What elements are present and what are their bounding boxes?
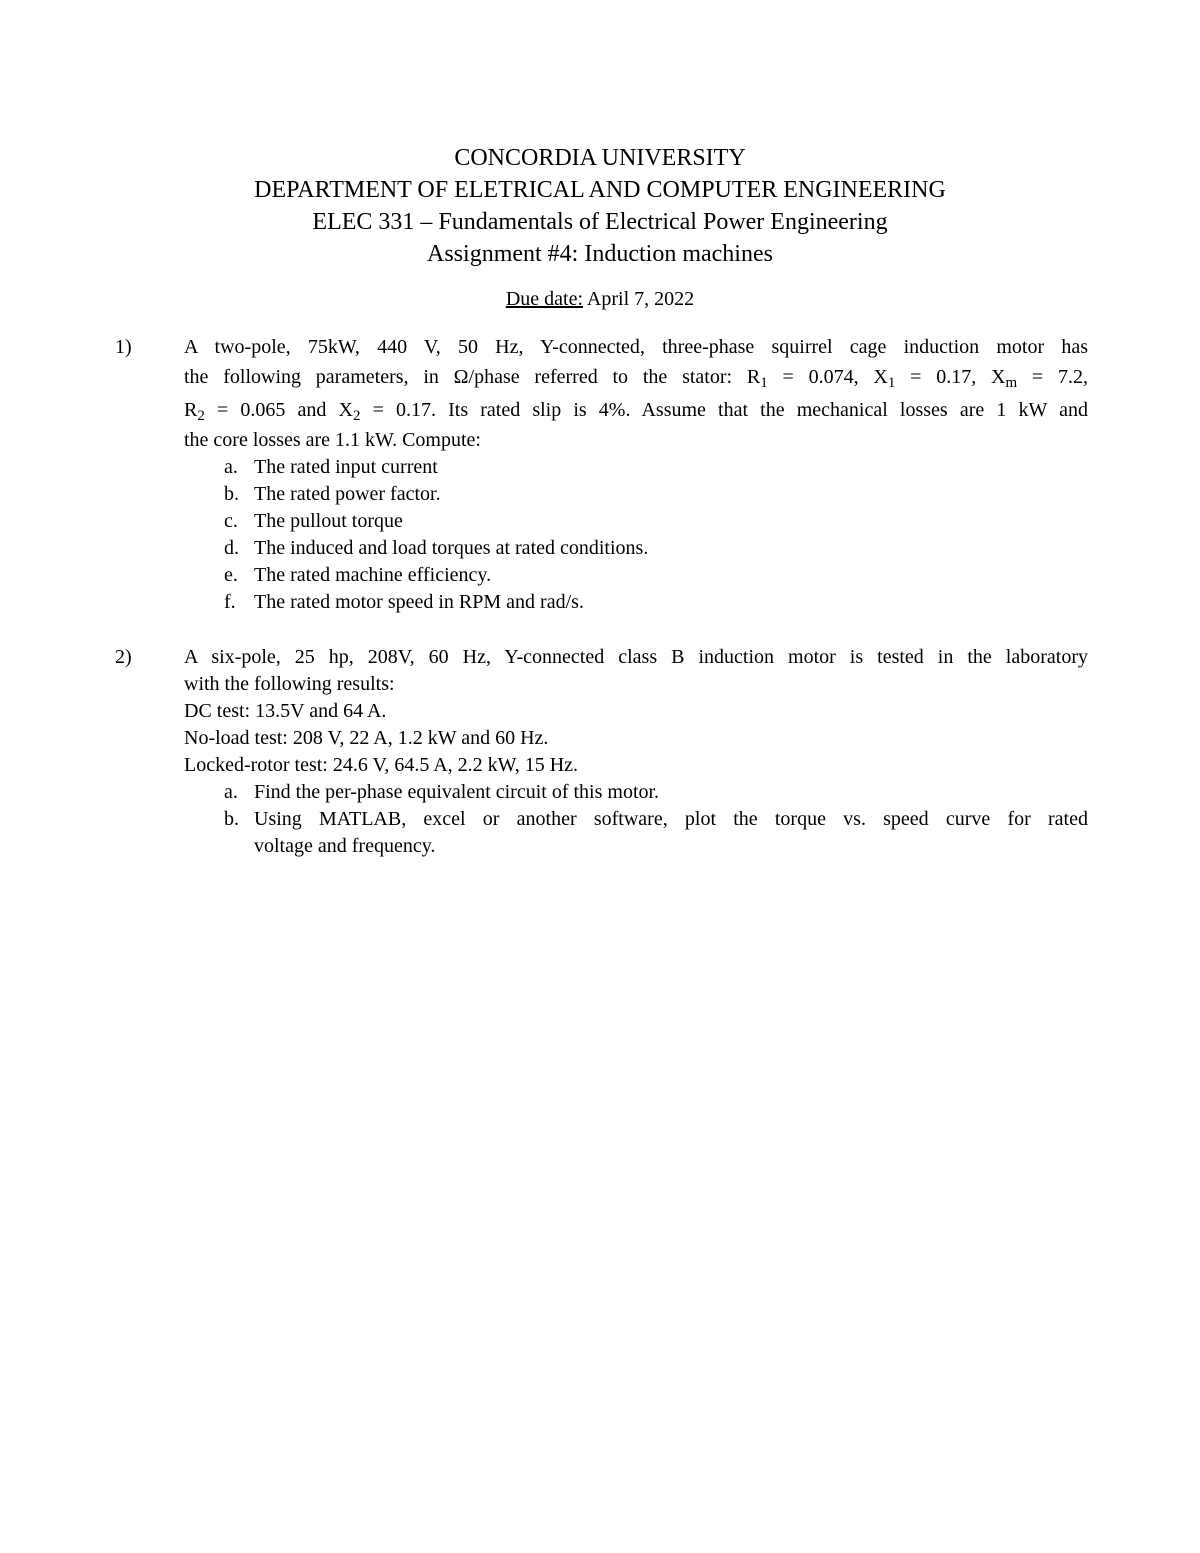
due-date-value: April 7, 2022 xyxy=(583,288,695,310)
question-2-line-3: DC test: 13.5V and 64 A. xyxy=(184,700,387,722)
question-2-line-4: No-load test: 208 V, 22 A, 1.2 kW and 60 Hz. xyxy=(184,727,549,749)
course-title: ELEC 331 – Fundamentals of Electrical Power Engineering xyxy=(312,209,888,235)
department-name: DEPARTMENT OF ELETRICAL AND COMPUTER ENGINEERING xyxy=(254,177,946,203)
assignment-title: Assignment #4: Induction machines xyxy=(427,241,773,267)
question-2-number: 2) xyxy=(115,646,132,668)
list-item: c. The pullout torque xyxy=(224,510,403,532)
question-1-line-2: the following parameters, in Ω/phase referred to the stator: $R_1 = 0.074$, $X_1 = 0.17$, $X_m = 7.2$, xyxy=(184,366,1088,391)
question-1-line-1: A two-pole, 75kW, 440 V, 50 Hz, Y-connected, three-phase squirrel cage induction motor has xyxy=(184,336,1088,358)
question-2-body xyxy=(184,644,1088,860)
document-header xyxy=(0,142,1200,270)
question-2-line-5: Locked-rotor test: 24.6 V, 64.5 A, 2.2 kW, 15 Hz. xyxy=(184,754,579,776)
university-name: CONCORDIA UNIVERSITY xyxy=(454,145,746,171)
list-item: a. The rated input current xyxy=(224,456,438,478)
due-date xyxy=(0,286,1200,312)
list-item: e. The rated machine efficiency. xyxy=(224,564,492,586)
question-1-line-3: $R_2 = 0.065$ and $X_2 = 0.17$. Its rated slip is 4%. Assume that the mechanical losses are 1 kW and xyxy=(184,399,1088,424)
question-1-line-4: the core losses are 1.1 kW. Compute: xyxy=(184,429,481,451)
due-date-label: Due date: xyxy=(505,288,584,310)
list-item: b. Using MATLAB, excel or another software, plot the torque vs. speed curve for rated voltage and frequency. xyxy=(224,808,1088,857)
list-item: b. The rated power factor. xyxy=(224,483,441,505)
list-item: d. The induced and load torques at rated conditions. xyxy=(224,537,649,559)
question-2-line-1: A six-pole, 25 hp, 208V, 60 Hz, Y-connected class B induction motor is tested in the laboratory xyxy=(184,646,1088,668)
question-1-body xyxy=(184,334,1088,616)
question-1-number: 1) xyxy=(115,336,132,358)
question-2-line-2: with the following results: xyxy=(184,673,395,695)
list-item: a. Find the per-phase equivalent circuit of this motor. xyxy=(224,781,660,803)
list-item: f. The rated motor speed in RPM and rad/s. xyxy=(224,591,584,613)
